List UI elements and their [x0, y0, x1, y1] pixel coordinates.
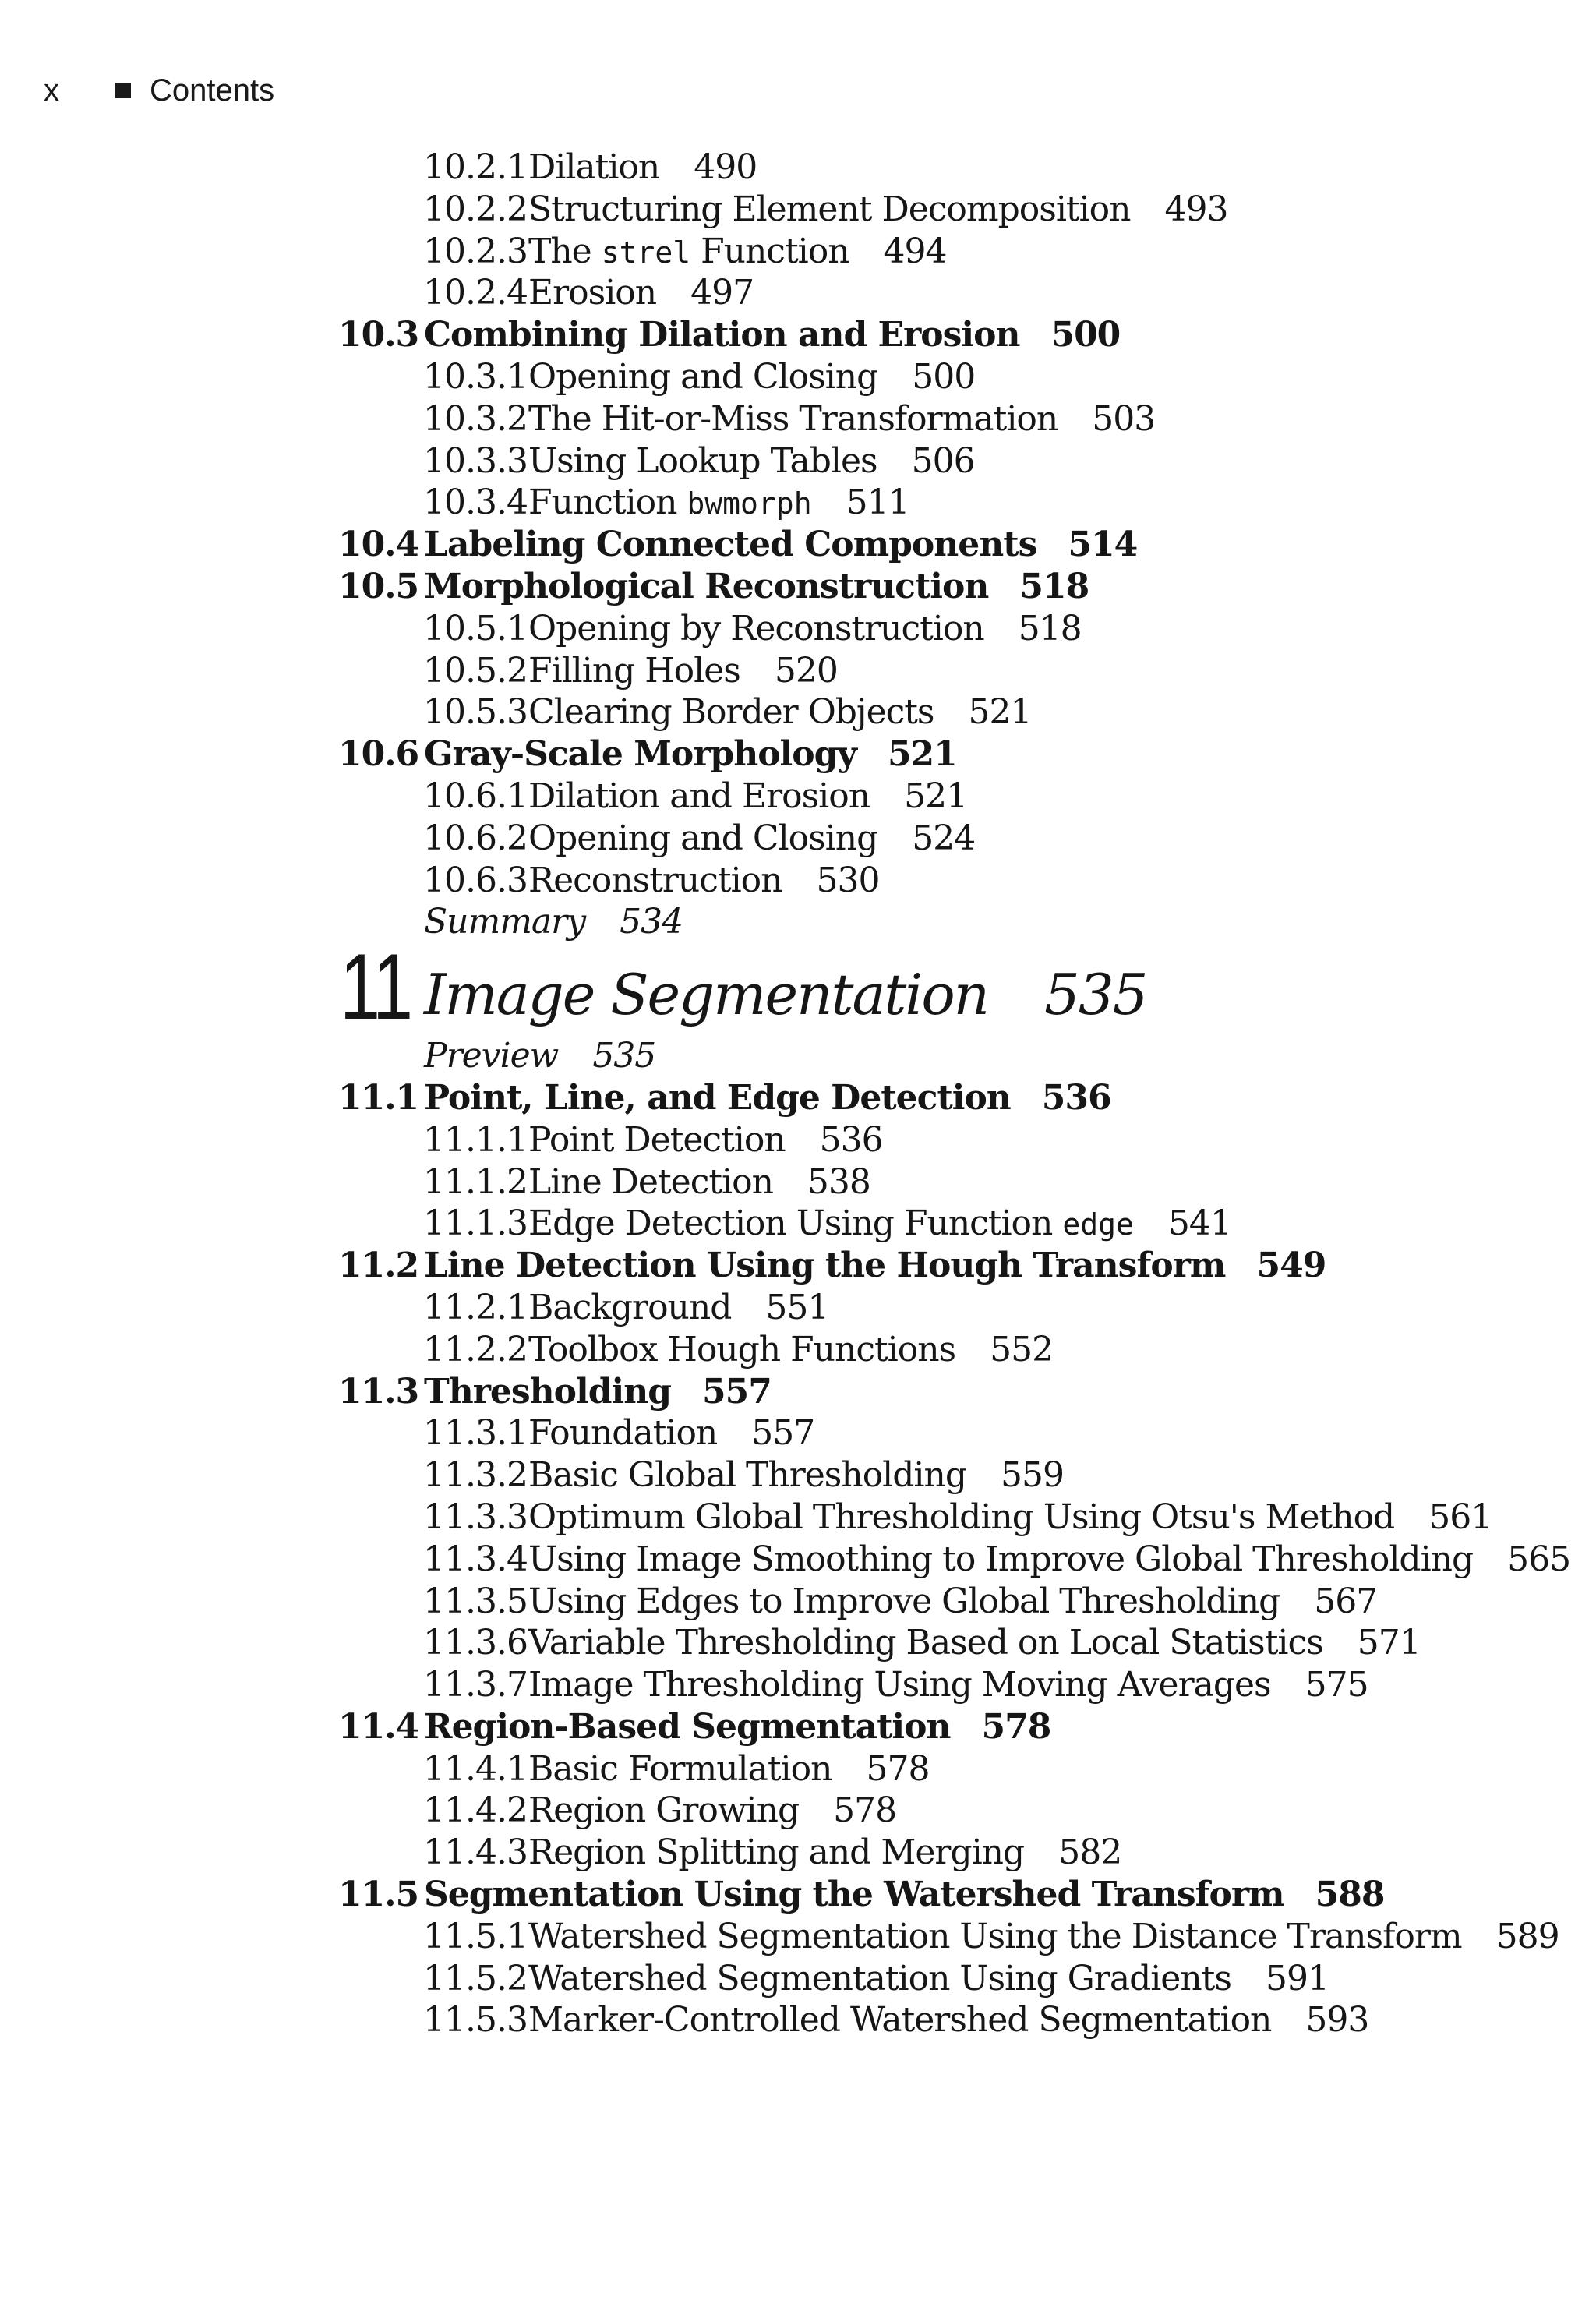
toc-entry[interactable]	[0, 398, 1596, 440]
toc-entry-page: 530	[816, 860, 880, 900]
toc-entry-number: 10.2.1	[423, 147, 528, 187]
toc-section[interactable]	[0, 1371, 1596, 1413]
toc-entry-title: Opening and Closing	[528, 356, 878, 397]
toc-entry-number: 11.3.2	[423, 1455, 528, 1496]
toc-entry-title: Watershed Segmentation Using the Distance Transform	[528, 1916, 1462, 1956]
toc-entry-page: 521	[968, 692, 1032, 733]
toc-entry-page: 559	[1001, 1455, 1064, 1496]
toc-entry-title: Variable Thresholding Based on Local Statistics	[528, 1623, 1323, 1663]
toc-entry-page: 506	[911, 440, 975, 481]
toc-entry[interactable]	[0, 1161, 1596, 1203]
toc-entry-page: 567	[1314, 1581, 1378, 1621]
toc-entry[interactable]	[0, 691, 1596, 733]
toc-entry-page: 552	[990, 1329, 1054, 1369]
toc-entry-title: Function	[528, 482, 687, 523]
toc-entry-number: 11.1.2	[423, 1161, 528, 1202]
toc-entry-number: 11.1.1	[423, 1119, 528, 1160]
toc-section-page: 500	[1050, 315, 1121, 355]
toc-entry[interactable]	[0, 272, 1596, 314]
toc-entry-number: 11.4.1	[423, 1748, 528, 1789]
chapter-title: Image Segmentation	[424, 962, 989, 1028]
toc-entry-page: 538	[807, 1161, 870, 1202]
toc-entry-page: 557	[751, 1413, 815, 1454]
square-bullet-icon	[115, 83, 131, 98]
toc-entry[interactable]	[0, 356, 1596, 398]
toc-entry-page: 582	[1058, 1832, 1122, 1873]
toc-entry[interactable]	[0, 1119, 1596, 1161]
toc-entry-title: Using Edges to Improve Global Thresholding	[528, 1581, 1280, 1621]
toc-section-number: 10.3	[338, 315, 419, 355]
toc-entry-title: Image Thresholding Using Moving Averages	[528, 1665, 1271, 1705]
toc-section-page: 514	[1068, 525, 1138, 565]
toc-section[interactable]	[0, 1874, 1596, 1916]
toc-section-page: 549	[1256, 1246, 1326, 1286]
toc-section-number: 11.1	[338, 1077, 419, 1118]
toc-entry-page: 494	[883, 231, 947, 271]
toc-entry-number: 10.6.2	[423, 818, 528, 858]
toc-entry[interactable]	[0, 189, 1596, 231]
toc-entry-number: 11.5.2	[423, 1958, 528, 1998]
toc-entry-number: 11.3.4	[423, 1539, 528, 1579]
toc-entry-page: 536	[819, 1119, 883, 1160]
toc-section-title: Line Detection Using the Hough Transform	[424, 1246, 1226, 1286]
toc-entry-title: Using Image Smoothing to Improve Global Thresholding	[528, 1539, 1474, 1579]
toc-entry-page: 541	[1167, 1203, 1231, 1244]
toc-entry-number: 11.3.6	[423, 1623, 528, 1663]
toc-entry[interactable]	[0, 1790, 1596, 1832]
toc-entry[interactable]	[0, 1748, 1596, 1790]
toc-section-title: Labeling Connected Components	[424, 525, 1037, 565]
running-head	[44, 69, 274, 112]
toc-entry-page: 551	[765, 1287, 829, 1327]
toc-entry-title: Clearing Border Objects	[528, 692, 934, 733]
toc-entry-page: 518	[1018, 608, 1082, 648]
toc-section-page: 557	[701, 1371, 772, 1412]
toc-entry-page: 571	[1357, 1623, 1421, 1663]
running-head-title: Contents	[150, 72, 275, 108]
toc-entry-title: Dilation and Erosion	[528, 776, 870, 816]
toc-entry[interactable]	[0, 608, 1596, 650]
toc-entry-title: Edge Detection Using Function	[528, 1203, 1063, 1244]
toc-section-page: 521	[887, 734, 957, 775]
toc-entry-title: Watershed Segmentation Using Gradients	[528, 1958, 1231, 1998]
toc-preview-title: Preview	[424, 1036, 559, 1076]
toc-entry-number: 11.4.3	[423, 1832, 528, 1873]
toc-entry[interactable]	[0, 818, 1596, 860]
toc-section[interactable]	[0, 566, 1596, 608]
toc-entry-page: 589	[1495, 1916, 1559, 1956]
toc-entry-code: edge	[1062, 1207, 1134, 1242]
toc-section-number: 11.5	[338, 1875, 419, 1915]
toc-entry[interactable]	[0, 482, 1596, 524]
toc-entry[interactable]	[0, 1539, 1596, 1581]
toc-entry-number: 11.3.7	[423, 1665, 528, 1705]
toc-entry[interactable]	[0, 147, 1596, 189]
toc-section[interactable]	[0, 314, 1596, 356]
toc-entry-title: The	[528, 231, 602, 271]
toc-entry-number: 11.2.1	[423, 1287, 528, 1327]
toc-section[interactable]	[0, 1077, 1596, 1119]
toc-entry-title: Reconstruction	[528, 860, 782, 900]
toc-preview[interactable]	[0, 1035, 1596, 1077]
toc-section-title: Thresholding	[424, 1371, 671, 1412]
toc-entry[interactable]	[0, 1329, 1596, 1371]
toc-entry-title: Basic Formulation	[528, 1748, 832, 1789]
toc-entry-number: 11.3.5	[423, 1581, 528, 1621]
toc-entry-title: Region Splitting and Merging	[528, 1832, 1025, 1873]
toc-section-number: 11.3	[338, 1371, 419, 1412]
toc-entry-number: 11.3.3	[423, 1497, 528, 1537]
toc-entry-number: 10.5.3	[423, 692, 528, 733]
toc-entry-title-suffix: Function	[690, 231, 849, 271]
toc-entry[interactable]	[0, 1287, 1596, 1329]
chapter-page: 535	[1044, 962, 1147, 1028]
toc-section[interactable]	[0, 524, 1596, 566]
toc-entry-title: Region Growing	[528, 1790, 800, 1831]
toc-entry-number: 11.3.1	[423, 1413, 528, 1454]
toc-entry-page: 520	[774, 650, 838, 691]
toc-entry-title: Erosion	[528, 273, 657, 313]
toc-section-number: 11.2	[338, 1246, 419, 1286]
page-number: x	[44, 72, 59, 108]
toc-entry-number: 10.6.1	[423, 776, 528, 816]
toc-section-page: 536	[1041, 1077, 1111, 1118]
toc-entry-title: Foundation	[528, 1413, 718, 1454]
toc-entry-code: strel	[601, 235, 691, 270]
toc-entry-title: Toolbox Hough Functions	[528, 1329, 956, 1369]
toc-entry-page: 578	[833, 1790, 897, 1831]
toc-entry-page: 578	[866, 1748, 930, 1789]
toc-entry-number: 10.2.3	[423, 231, 528, 271]
toc-entry[interactable]	[0, 1454, 1596, 1497]
toc-entry-page: 591	[1265, 1958, 1329, 1998]
toc-entry-page: 575	[1305, 1665, 1368, 1705]
toc-entry-number: 10.6.3	[423, 860, 528, 900]
toc-entry-page: 511	[846, 482, 909, 523]
toc-entry[interactable]	[0, 1832, 1596, 1874]
toc-entry-number: 10.3.1	[423, 356, 528, 397]
toc-entry-page: 593	[1305, 2000, 1369, 2041]
toc-section-title: Gray-Scale Morphology	[424, 734, 856, 775]
toc-entry-page: 565	[1507, 1539, 1571, 1579]
toc-entry-number: 10.5.1	[423, 608, 528, 648]
toc-entry-page: 493	[1164, 189, 1228, 229]
toc-entry-number: 10.2.2	[423, 189, 528, 229]
toc-entry-code: bwmorph	[687, 486, 812, 521]
toc-entry[interactable]	[0, 1958, 1596, 2000]
toc-summary-title: Summary	[424, 902, 586, 942]
toc-entry-number: 10.2.4	[423, 273, 528, 313]
toc-entry-title: Opening by Reconstruction	[528, 608, 984, 648]
toc-entry-page: 503	[1092, 398, 1156, 439]
toc-preview-page: 535	[592, 1036, 656, 1076]
toc-section[interactable]	[0, 733, 1596, 776]
toc-entry-title: Line Detection	[528, 1161, 773, 1202]
toc-entry[interactable]	[0, 1412, 1596, 1454]
toc-entry-title: Marker-Controlled Watershed Segmentation	[528, 2000, 1272, 2041]
toc-entry-title: The Hit-or-Miss Transformation	[528, 398, 1058, 439]
toc-section[interactable]	[0, 1706, 1596, 1748]
toc-entry[interactable]	[0, 1916, 1596, 1958]
toc-entry[interactable]	[0, 1999, 1596, 2041]
toc-section-title: Morphological Reconstruction	[424, 566, 989, 606]
toc-entry-number: 11.2.2	[423, 1329, 528, 1369]
chapter-number: 11	[340, 935, 411, 1040]
toc-entry-number: 11.5.3	[423, 2000, 528, 2041]
toc-summary[interactable]	[0, 901, 1596, 943]
toc-entry-number: 10.3.2	[423, 398, 528, 439]
toc-entry[interactable]	[0, 1622, 1596, 1664]
toc-entry[interactable]	[0, 776, 1596, 818]
toc-section-number: 10.6	[338, 734, 419, 775]
toc-entry-page: 497	[690, 273, 754, 313]
toc-entry-title: Filling Holes	[528, 650, 740, 691]
toc-section-number: 10.5	[338, 566, 419, 606]
toc-section-title: Point, Line, and Edge Detection	[424, 1077, 1011, 1118]
toc-entry-title: Dilation	[528, 147, 660, 187]
toc-entry-title: Using Lookup Tables	[528, 440, 877, 481]
toc-entry-title: Background	[528, 1287, 732, 1327]
toc-entry-number: 11.1.3	[423, 1203, 528, 1244]
chapter-heading[interactable]	[0, 935, 1596, 1040]
toc-entry-title: Opening and Closing	[528, 818, 878, 858]
toc-entry-title: Structuring Element Decomposition	[528, 189, 1131, 229]
toc-entry[interactable]	[0, 1497, 1596, 1539]
toc-entry-title: Point Detection	[528, 1119, 786, 1160]
toc-entry[interactable]	[0, 860, 1596, 902]
toc-entry-page: 521	[904, 776, 968, 816]
toc-section-title: Segmentation Using the Watershed Transform	[424, 1875, 1284, 1915]
toc-entry-number: 10.3.4	[423, 482, 528, 523]
toc-section-title: Combining Dilation and Erosion	[424, 315, 1020, 355]
toc-entry-page: 524	[912, 818, 976, 858]
toc-entry[interactable]	[0, 1664, 1596, 1706]
toc-entry-title: Basic Global Thresholding	[528, 1455, 966, 1496]
toc-entry-number: 11.4.2	[423, 1790, 528, 1831]
toc-section-number: 10.4	[338, 525, 419, 565]
table-of-contents	[0, 147, 1596, 2041]
toc-entry-page: 490	[694, 147, 757, 187]
toc-section[interactable]	[0, 1245, 1596, 1287]
toc-entry-page: 500	[912, 356, 976, 397]
toc-entry[interactable]	[0, 231, 1596, 273]
toc-entry-page: 561	[1428, 1497, 1492, 1537]
toc-entry[interactable]	[0, 650, 1596, 692]
toc-section-page: 578	[981, 1706, 1051, 1747]
toc-entry-number: 10.3.3	[423, 440, 528, 481]
toc-section-page: 518	[1019, 566, 1089, 606]
toc-section-title: Region-Based Segmentation	[424, 1706, 951, 1747]
toc-entry-title: Optimum Global Thresholding Using Otsu's Method	[528, 1497, 1395, 1537]
toc-entry[interactable]	[0, 1581, 1596, 1623]
toc-section-number: 11.4	[338, 1706, 419, 1747]
toc-section-page: 588	[1315, 1875, 1385, 1915]
toc-entry-number: 10.5.2	[423, 650, 528, 691]
toc-summary-page: 534	[620, 902, 683, 942]
toc-entry-number: 11.5.1	[423, 1916, 528, 1956]
toc-entry[interactable]	[0, 1203, 1596, 1245]
toc-entry[interactable]	[0, 440, 1596, 482]
